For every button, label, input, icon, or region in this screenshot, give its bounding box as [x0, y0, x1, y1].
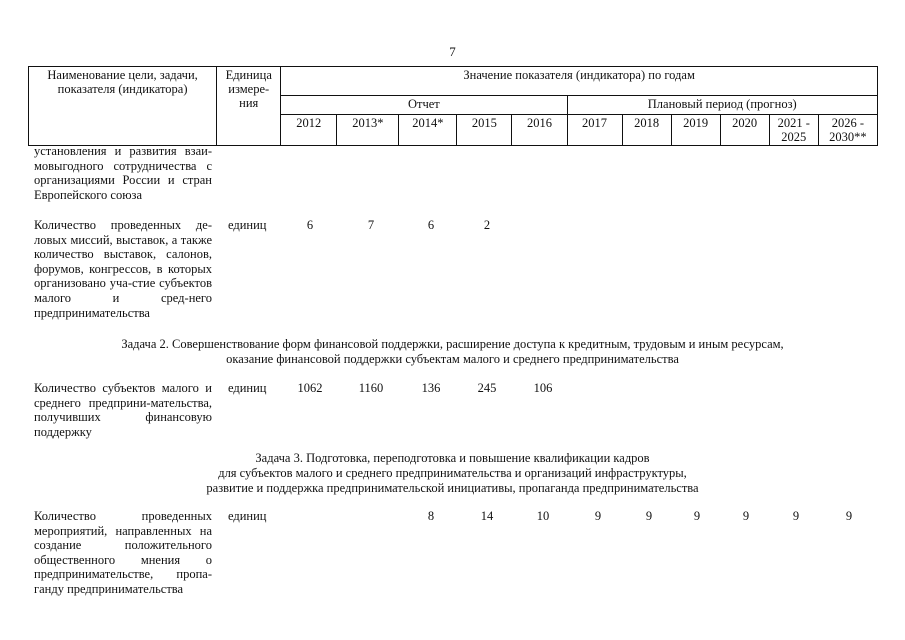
header-unit-cell: Единица измере-ния	[217, 67, 281, 146]
row-value: 1062	[297, 381, 323, 395]
year-2019: 2019	[671, 115, 720, 146]
year-2021-2025: 2021 - 2025	[769, 115, 818, 146]
row-value: 6	[306, 218, 314, 232]
year-2026-2030: 2026 - 2030**	[818, 115, 877, 146]
row-unit: единиц	[228, 509, 267, 523]
page-number: 7	[449, 44, 456, 59]
row-value: 7	[367, 218, 375, 232]
year-2020: 2020	[720, 115, 769, 146]
row-name: установления и развития взаи-мовыгодного сотрудничества с организациями России и стран Европейского союза	[34, 144, 212, 202]
row-value: 14	[480, 509, 494, 523]
row-value: 9	[792, 509, 800, 523]
year-2016: 2016	[512, 115, 567, 146]
row-value: 6	[427, 218, 435, 232]
row-value: 9	[594, 509, 602, 523]
row-value: 106	[533, 381, 553, 395]
header-name-cell: Наименование цели, задачи, показателя (индикатора)	[29, 67, 217, 146]
year-2017: 2017	[567, 115, 622, 146]
task-3-title-line-2: для субъектов малого и среднего предпринимательства и организаций инфраструктуры,	[218, 466, 687, 480]
row-value: 9	[845, 509, 853, 523]
header-report-group: Отчет	[281, 96, 567, 115]
row-unit: единиц	[228, 381, 267, 395]
year-2012: 2012	[281, 115, 337, 146]
row-unit: единиц	[228, 218, 267, 232]
row-value: 1160	[358, 381, 384, 395]
year-2018: 2018	[622, 115, 671, 146]
row-value: 245	[477, 381, 497, 395]
indicator-table-header	[28, 66, 878, 146]
task-2-title-line-2: оказание финансовой поддержки субъектам малого и среднего предпринимательства	[226, 352, 679, 366]
task-3-title-line-1: Задача 3. Подготовка, переподготовка и повышение квалификации кадров	[255, 451, 650, 465]
row-value: 136	[421, 381, 441, 395]
year-2014: 2014*	[399, 115, 457, 146]
row-value: 9	[645, 509, 653, 523]
year-2015: 2015	[457, 115, 512, 146]
row-value: 9	[742, 509, 750, 523]
row-name: Количество субъектов малого и среднего предприни-мательства, получивших финансовую поддержку	[34, 381, 212, 439]
row-name: Количество проведенных мероприятий, направленных на создание положительного общественного мнения о предпринимательстве, пропа-ганду предпринимательства	[34, 509, 212, 596]
row-value: 9	[693, 509, 701, 523]
year-2013: 2013*	[337, 115, 399, 146]
row-value: 10	[536, 509, 550, 523]
row-value: 8	[427, 509, 435, 523]
task-3-title-line-3: развитие и поддержка предпринимательской инициативы, пропаганда предпринимательства	[206, 481, 699, 495]
header-plan-group: Плановый период (прогноз)	[567, 96, 878, 115]
task-2-title-line-1: Задача 2. Совершенствование форм финансовой поддержки, расширение доступа к кредитным, трудовым и иным ресурсам,	[121, 337, 784, 351]
row-value: 2	[483, 218, 491, 232]
row-name: Количество проведенных де-ловых миссий, выставок, а также количество выставок, салонов, форумов, конгрессов, в которых организовано уча-стие субъектов малого и сред-него предпринимательства	[34, 218, 212, 320]
header-values-cell: Значение показателя (индикатора) по годам	[281, 67, 878, 96]
